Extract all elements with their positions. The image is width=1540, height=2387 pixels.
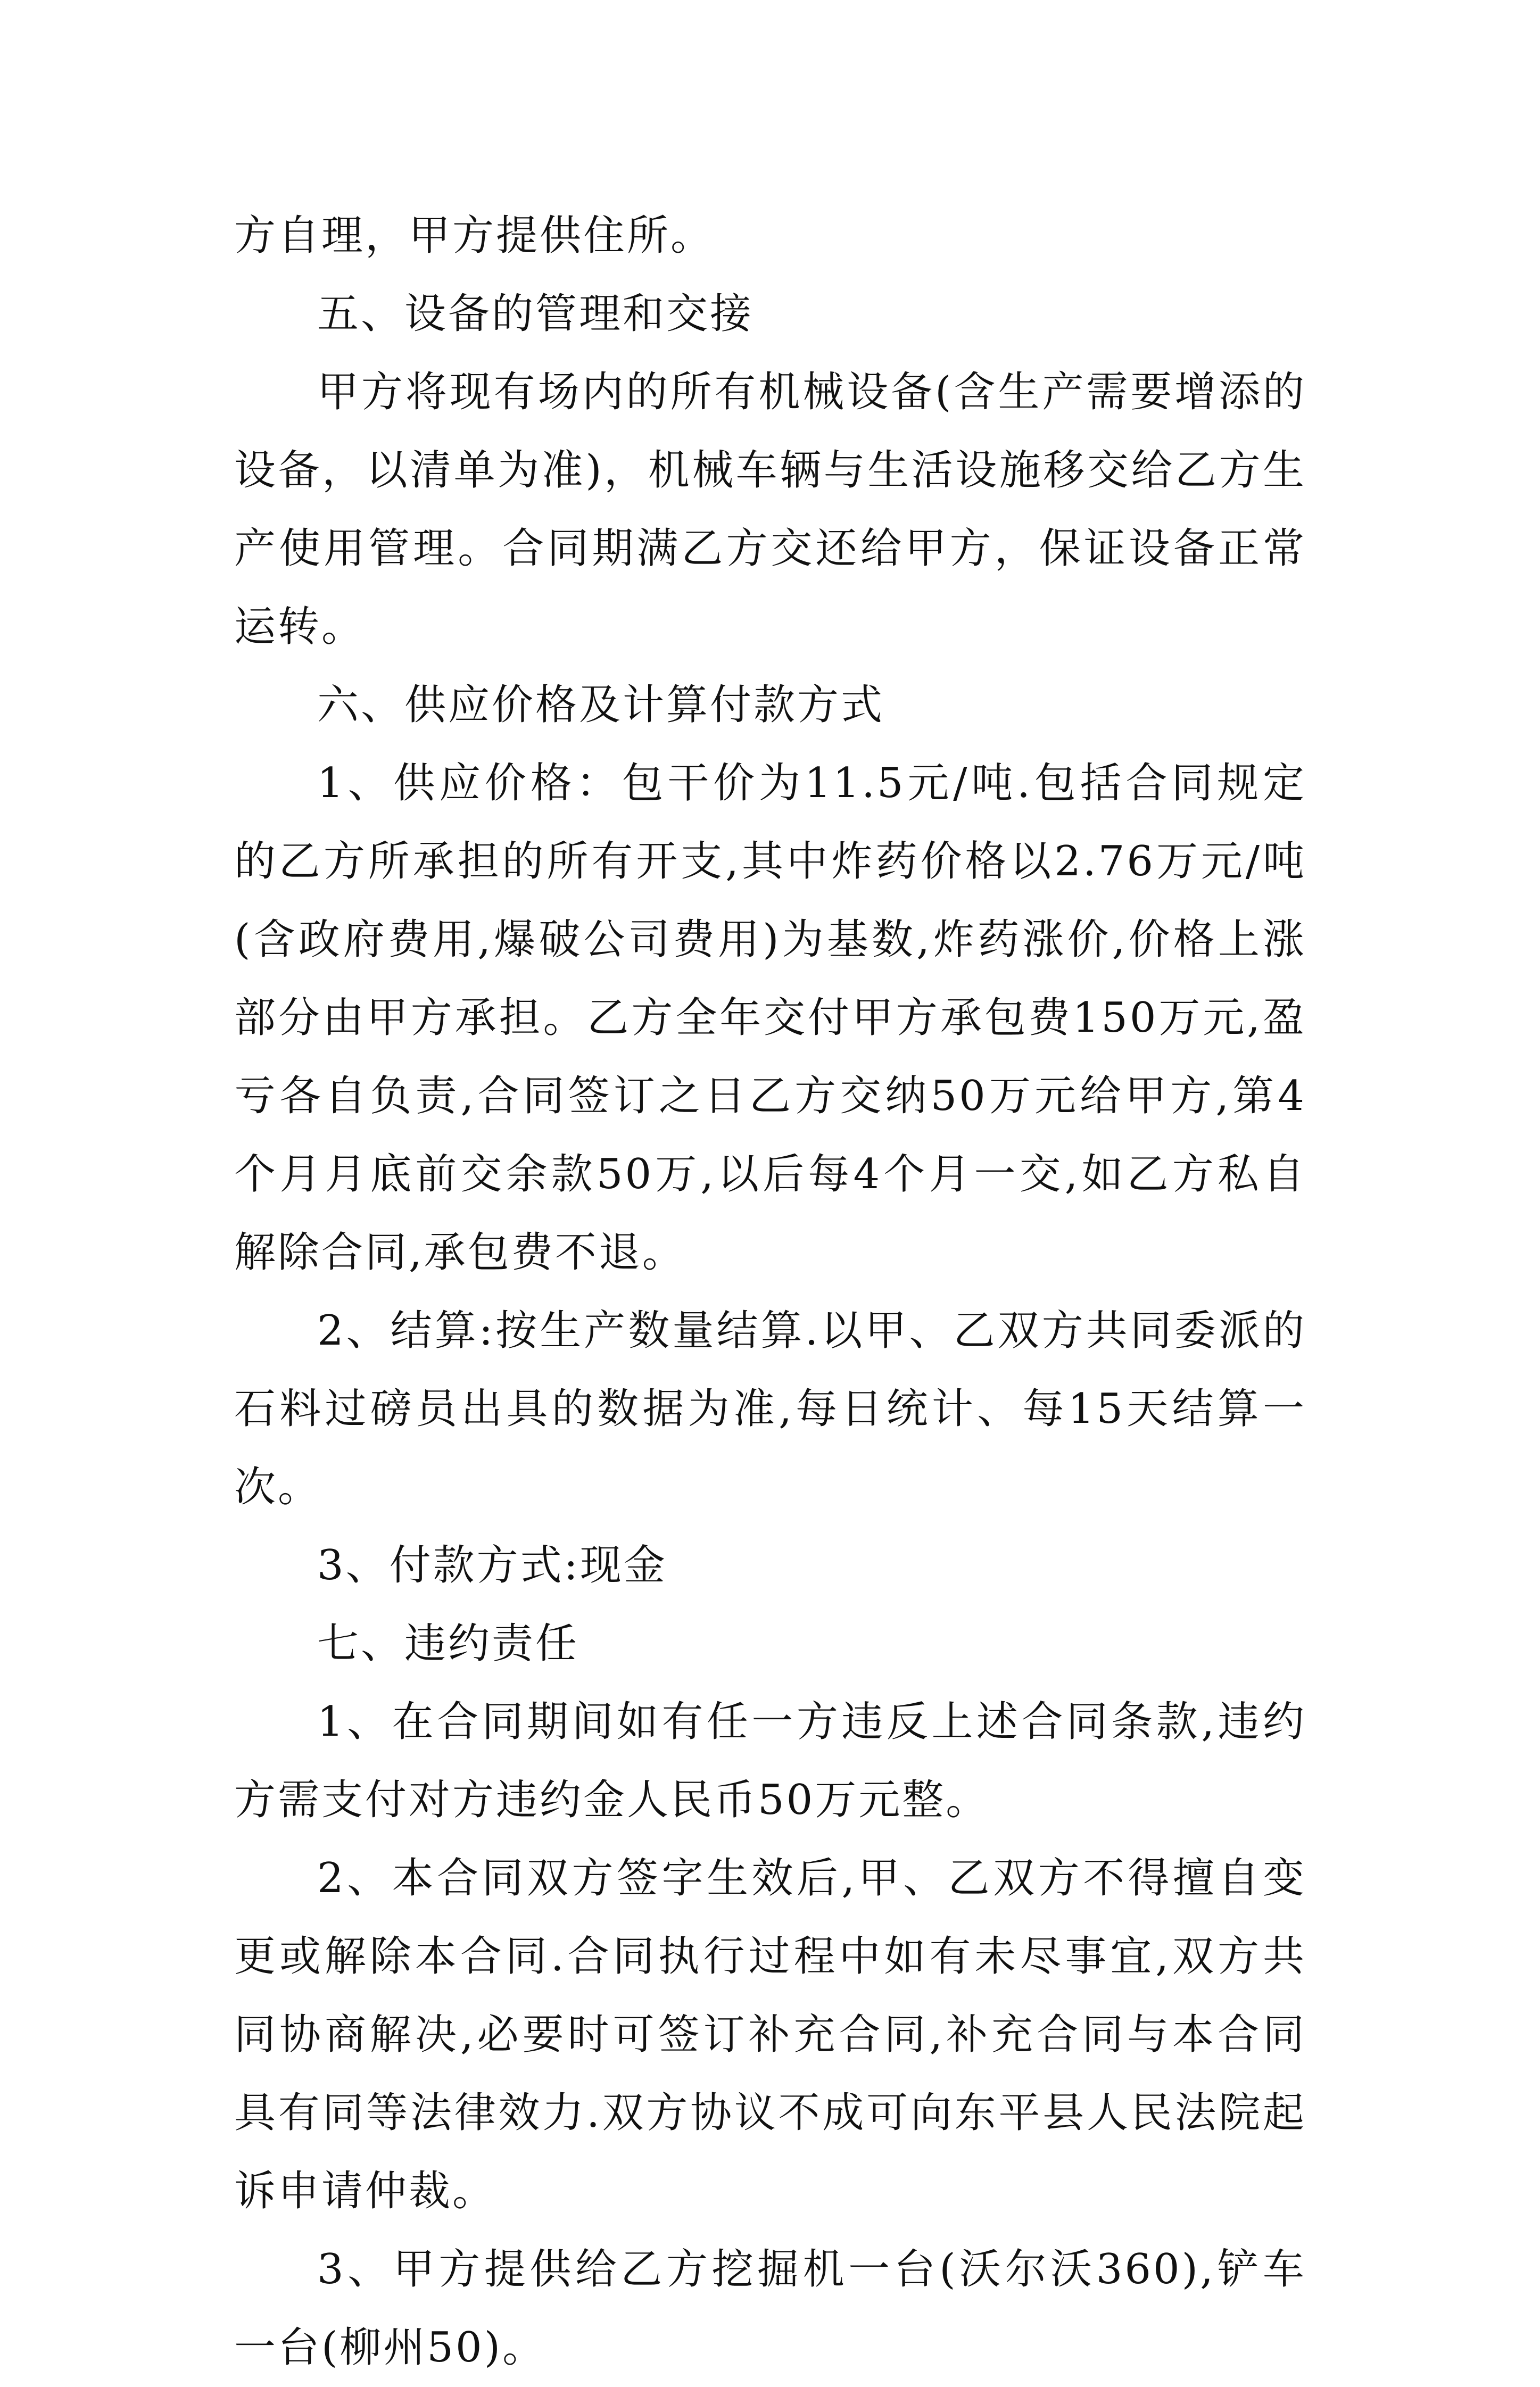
- paragraph-liability-penalty: 1、在合同期间如有任一方违反上述合同条款,违约方需支付对方违约金人民币50万元整。: [234, 1698, 1306, 1824]
- paragraph-supply-price: 1、供应价格：包干价为11.5元/吨.包括合同规定的乙方所承担的所有开支,其中炸药价格以2.76万元/吨(含政府费用,爆破公司费用)为基数,炸药涨价,价格上涨部分由甲方承担。乙方全年交付甲方承包费150万元,盈亏各自负责,合同签订之日乙方交纳50万元给甲方,第4个月月底前交余款50万,以后每4个月一交,如乙方私自解除合同,承包费不退。: [234, 759, 1306, 1277]
- document-body: [234, 197, 1306, 2387]
- paragraph-machinery-provided: 3、甲方提供给乙方挖掘机一台(沃尔沃360),铲车一台(柳州50)。: [234, 2245, 1306, 2372]
- paragraph-payment-method: 3、付款方式:现金: [317, 1541, 667, 1589]
- section-heading-equipment: 五、设备的管理和交接: [317, 290, 754, 338]
- paragraph-continuation: 方自理，甲方提供住所。: [234, 212, 715, 260]
- paragraph-equipment-handover: 甲方将现有场内的所有机械设备(含生产需要增添的设备，以清单为准)，机械车辆与生活设施移交给乙方生产使用管理。合同期满乙方交还给甲方，保证设备正常运转。: [234, 368, 1306, 651]
- paragraph-contract-changes: 2、本合同双方签字生效后,甲、乙双方不得擅自变更或解除本合同.合同执行过程中如有未尽事宜,双方共同协商解决,必要时可签订补充合同,补充合同与本合同具有同等法律效力.双方协议不成可向东平县人民法院起诉申请仲裁。: [234, 1854, 1306, 2215]
- paragraph-settlement: 2、结算:按生产数量结算.以甲、乙双方共同委派的石料过磅员出具的数据为准,每日统计、每15天结算一次。: [234, 1307, 1306, 1511]
- section-heading-pricing: 六、供应价格及计算付款方式: [317, 681, 885, 729]
- section-heading-liability: 七、违约责任: [317, 1620, 579, 1668]
